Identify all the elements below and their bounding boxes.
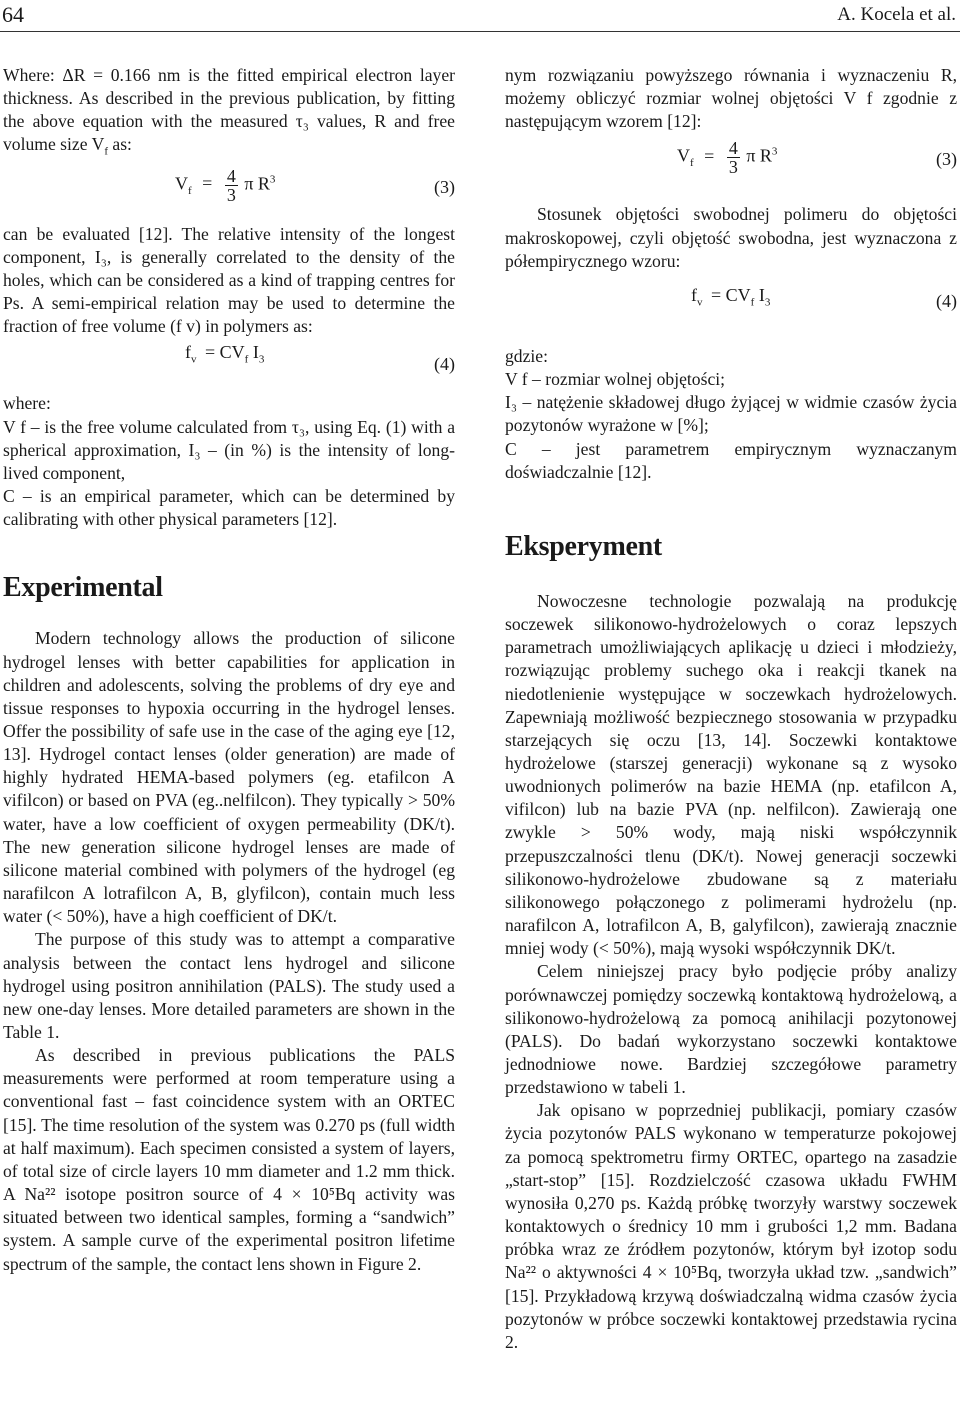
equation-3-number: (3) xyxy=(434,176,455,197)
definition-vf-pl: V f – rozmiar wolnej objętości; xyxy=(505,369,726,390)
experimental-paragraph-1: Modern technology allows the production of silicone hydrogel lenses with better capabilities for application in children and adolescents, solving the problems of dry eye and tissue responses to hypoxia occurring in the hydrogel lenses. Offer the possibility of safe use in the case of the aging eye [12, 13]. Hydrogel contact lenses (older generation) are made of highly hydrated HEMA-based polymers (eg. etafilcon A vifilcon) or based on PVA (eg..nelfilcon). They typically > 50% water, have a low coefficient of oxygen permeability (DK/t). The new generation silicone hydrogel lenses are made of silicone material combined with polymers of the hydrogel (eg narafilcon A lotrafilcon A, B, glyfilcon), contain much less water (< 50%), have a high coefficient of DK/t. xyxy=(3,628,455,927)
section-heading-eksperyment: Eksperyment xyxy=(505,530,662,562)
eksperyment-paragraph-3: Jak opisano w poprzedniej publikacji, pomiary czasów życia pozytonów PALS wykonano w temperaturze pokojowej za pomocą spektrometru firmy ORTEC, opartego na zasadzie „start-stop” [15]. Rozdzielczość czasowa układu FWHM wynosiła 0,270 ps. Każdą próbkę tworzyły warstwy soczewek kontaktowych o średnicy 10 mm i grubości 1,2 mm. Badana próbka wraz ze źródłem pozytonów, którym był izotop sodu Na²² o aktywności 4 × 10⁵Bq, tworzyła układ tzw. „sandwich” [15]. Przykładową krzywą doświadczalną widma czasów życia pozytonów w próbce soczewki kontaktowej przedstawia rycina 2. xyxy=(505,1100,957,1352)
definition-c-pl: C – jest parametrem empirycznym wyznaczanym doświadczalnie [12]. xyxy=(505,438,957,482)
page-header xyxy=(0,0,960,34)
intro-paragraph: Where: ΔR = 0.166 nm is the fitted empirical electron layer thickness. As described in the previous publication, by fitting the above equation with the measured τ₃ values, R and free volume size $V_f$ as: xyxy=(3,65,455,158)
fraction: $\frac{4}{3}$ xyxy=(728,138,738,178)
page-number: 64 xyxy=(2,2,24,27)
polish-column xyxy=(505,64,957,1354)
experimental-paragraph-3: As described in previous publications the PALS measurements were performed at room temperature using a conventional fast – fast coincidence system with an ORTEC [15]. The time resolution of the system was 0.270 ps (full width at half maximum). Each specimen consisted a system of layers, of total size of circle layers 10 mm diameter and 1.2 mm thick. A Na²² isotope positron source of 4 × 10⁵Bq activity was situated between two identical samples, forming a “sandwich” system. A sample curve of the experimental positron lifetime spectrum of the sample, the contact lens shown in Figure 2. xyxy=(3,1045,455,1274)
section-heading-experimental: Experimental xyxy=(3,572,163,604)
relative-intensity-paragraph: can be evaluated [12]. The relative intensity of the longest component, I₃, is generally correlated to the density of the holes, which can be considered as a kind of trapping centres for Ps. A semi-empirical relation may be used to determine the fraction of free volume (f v) in polymers as: xyxy=(3,223,455,337)
equation-4-pl-formula: $f_v = CV_f$ $I_3$ xyxy=(691,284,771,309)
definition-c: C – is an empirical parameter, which can be determined by calibrating with other physical parameters [12]. xyxy=(3,486,455,530)
definition-i3-pl: I₃ – natężenie składowej długo żyjącej w widmie czasów życia pozytonów wyrażone w [%]; xyxy=(505,392,957,436)
where-label: where: xyxy=(3,393,51,414)
definition-vf: V f – is the free volume calculated from τ₃, using Eq. (1) with a spherical approximation, I₃ – (in %) is the intensity of long-lived component, xyxy=(3,416,455,483)
english-column xyxy=(3,64,455,1276)
eksperyment-paragraph-1: Nowoczesne technologie pozwalają na produkcję soczewek silikonowo-hydrożelowych o coraz lepszych parametrach umożliwiających aplikację u dzieci i młodzieży, rozwiązując problemy suchego oka i reakcji tkanek na niedotlenienie występujące w soczewkach hydrożelowych. Zapewniają możliwość bezpiecznego stosowania w przypadku starzejących się oczu [13, 14]. Soczewki kontaktowe hydrożelowe (starszej generacji) wykonane są z wysoko uwodnionych polimerów na bazie HEMA (np. etafilcon A, vifilcon) lub na bazie PVA (np. nelfilcon). Zawierają one zwykle > 50% wody, mają niski współczynnik przepuszczalności tlenu (DK/t). Nowej generacji soczewki silikonowo-hydrożelowe zbudowane są z materiału silikonowego połączonego z polimerami hydrożelu (np. narafilcon A, lotrafilcon A, B, galyfilcon), zawierają znacznie mniej wody (< 50%), mają wysoki współczynnik DK/t. xyxy=(505,590,957,959)
header-rule xyxy=(0,31,960,32)
eksperyment-paragraph-2: Celem niniejszej pracy było podjęcie próby analizy porównawczej pomiędzy soczewką kontaktową hydrożelową, a silikonowo-hydrożelową za pomocą anihilacji pozytonowej (PALS). Do badań wykorzystano soczewki kontaktowe jednodniowe nowe. Bardziej szczegółowe parametry przedstawiono w tabeli 1. xyxy=(505,961,957,1098)
gdzie-label: gdzie: xyxy=(505,345,548,366)
fraction: $\frac{4}{3}$ xyxy=(226,165,236,205)
free-volume-ratio-paragraph: Stosunek objętości swobodnej polimeru do objętości makroskopowej, czyli objętość swobodna, jest wyznaczona z półempirycznego wzoru: xyxy=(505,204,957,271)
equation-4-formula: $f_v = CV_f$ $I_3$ xyxy=(185,342,265,366)
running-head: A. Kocela et al. xyxy=(837,4,956,25)
equation-4-number: (4) xyxy=(434,354,455,375)
equation-3-pl-formula: $V_f$ = $\frac{4}{3}$ π $R^3$ xyxy=(677,138,778,178)
equation-3-pl-number: (3) xyxy=(936,149,957,170)
equation-4-pl xyxy=(505,273,957,333)
equation-3-formula: $V_f$ = $\frac{4}{3}$ π $R^3$ xyxy=(175,165,276,205)
equation-4 xyxy=(3,338,455,392)
intro-paragraph-pl: nym rozwiązaniu powyższego równania i wyznaczeniu R, możemy obliczyć rozmiar wolnej objętości V f zgodnie z następującym wzorem [12]: xyxy=(505,65,957,132)
equation-4-pl-number: (4) xyxy=(936,290,957,311)
equation-3-pl xyxy=(505,133,957,203)
experimental-paragraph-2: The purpose of this study was to attempt a comparative analysis between the contact lens hydrogel and silicone hydrogel using positron annihilation (PALS). The study used a new one-day lenses. More detailed parameters are shown in the Table 1. xyxy=(3,929,455,1042)
equation-3 xyxy=(3,157,455,223)
